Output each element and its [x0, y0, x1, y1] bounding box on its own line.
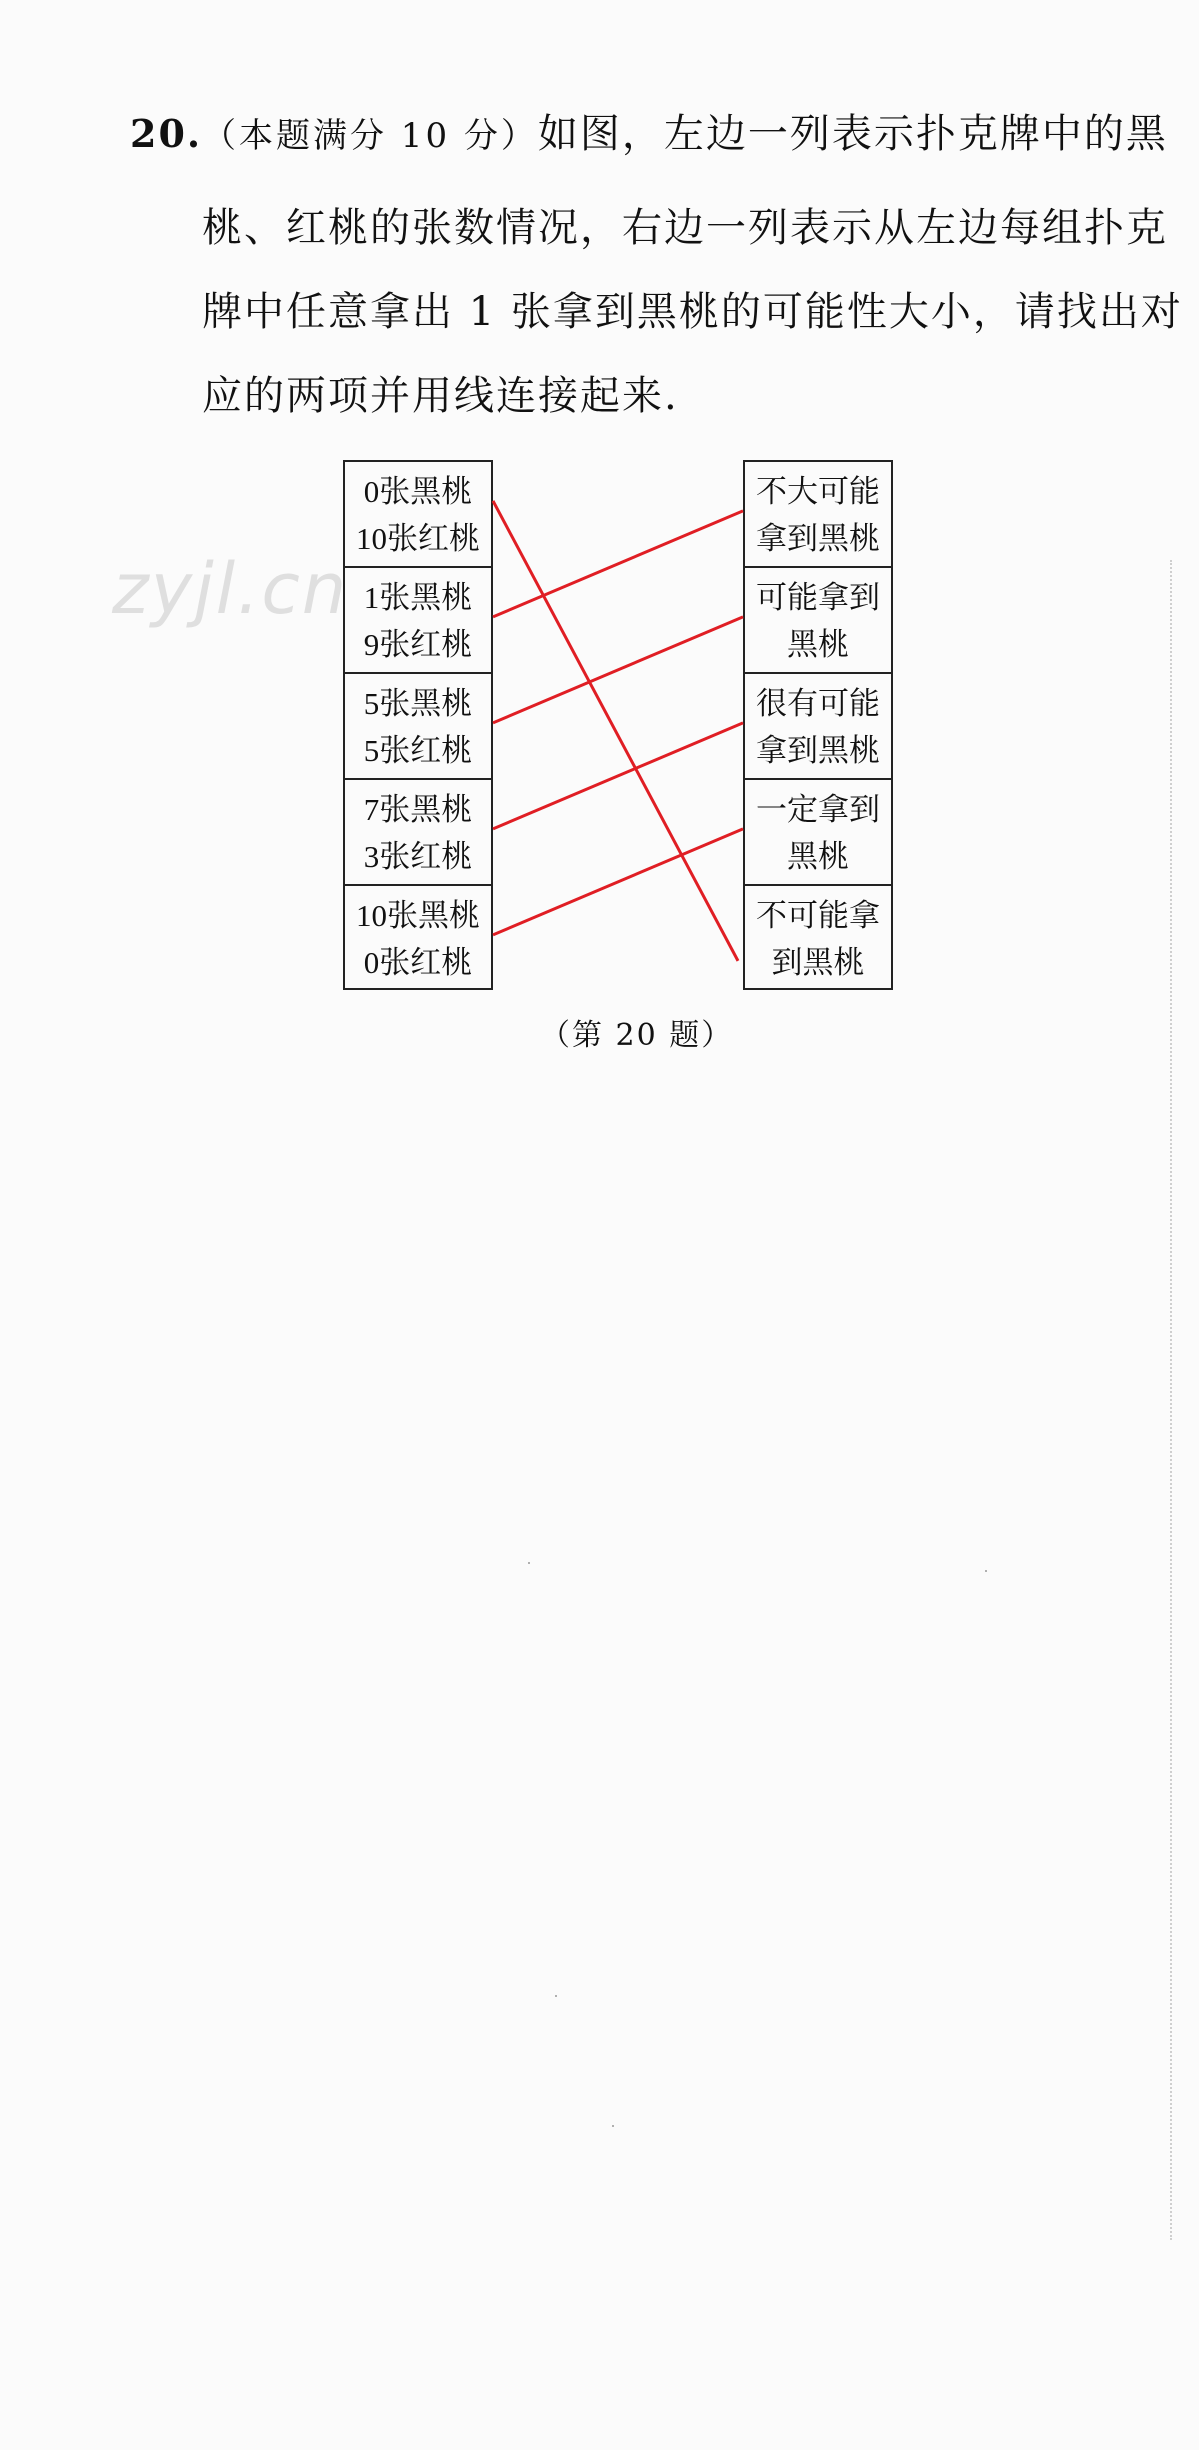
question-text-line-2: 桃、红桃的张数情况，右边一列表示从左边每组扑克 [202, 205, 1168, 251]
question-text-line-1: 如图，左边一列表示扑克牌中的黑 [537, 111, 1168, 157]
left-cell-line1: 1张黑桃 [363, 580, 473, 615]
left-cell [345, 886, 491, 992]
left-cell-line2: 9张红桃 [363, 627, 473, 662]
left-cell [345, 568, 491, 674]
figure-caption: （第 20 题） [540, 1018, 734, 1053]
left-cell-line1: 7张黑桃 [363, 792, 473, 827]
scan-speck [528, 1562, 530, 1564]
right-cell-line2: 黑桃 [787, 627, 849, 662]
connection-line [493, 617, 743, 723]
page-margin-dotted-line [1170, 560, 1172, 2240]
right-cell-line2: 拿到黑桃 [756, 521, 880, 556]
left-cell [345, 780, 491, 886]
watermark: zyjl.cn [112, 548, 349, 630]
matching-figure [340, 460, 900, 990]
right-cell-line2: 拿到黑桃 [756, 733, 880, 768]
left-cell [345, 462, 491, 568]
right-cell-line1: 很有可能 [756, 686, 880, 721]
connection-line [493, 511, 743, 617]
left-column [343, 460, 493, 990]
right-cell [745, 886, 891, 992]
left-cell-line2: 10张红桃 [356, 521, 480, 556]
connection-line [493, 829, 743, 935]
left-cell-line1: 5张黑桃 [363, 686, 473, 721]
right-column [743, 460, 893, 990]
right-cell-line1: 一定拿到 [756, 792, 880, 827]
right-cell-line2: 黑桃 [787, 839, 849, 874]
right-cell-line2: 到黑桃 [771, 945, 865, 980]
right-cell-line1: 不可能拿 [756, 898, 880, 933]
right-cell [745, 462, 891, 568]
question-number: 20. [130, 111, 203, 156]
left-cell-line1: 0张黑桃 [363, 474, 473, 509]
left-cell-line2: 5张红桃 [363, 733, 473, 768]
question-text-line-4: 应的两项并用线连接起来. [202, 373, 679, 419]
right-cell-line1: 不大可能 [756, 474, 880, 509]
right-cell-line1: 可能拿到 [756, 580, 880, 615]
connection-line [493, 501, 738, 961]
right-cell [745, 674, 891, 780]
scan-speck [612, 2125, 614, 2127]
right-cell [745, 568, 891, 674]
question-score: （本题满分 10 分） [202, 116, 538, 156]
question-text-line-3: 牌中任意拿出 1 张拿到黑桃的可能性大小，请找出对 [202, 289, 1183, 335]
left-cell-line2: 0张红桃 [363, 945, 473, 980]
scan-speck [555, 1995, 557, 1997]
left-cell-line2: 3张红桃 [363, 839, 473, 874]
scan-speck [985, 1570, 987, 1572]
right-cell [745, 780, 891, 886]
left-cell-line1: 10张黑桃 [356, 898, 480, 933]
connection-line [493, 723, 743, 829]
left-cell [345, 674, 491, 780]
